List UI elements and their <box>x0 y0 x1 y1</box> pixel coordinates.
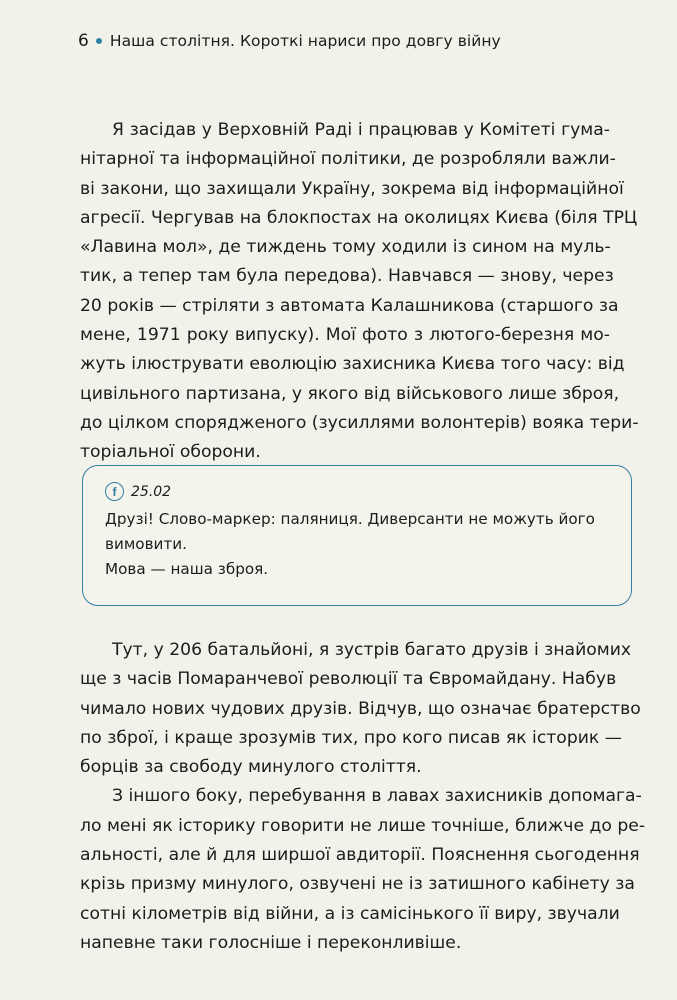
text-line: торіальної оборони. <box>80 442 261 463</box>
text-line: З іншого боку, перебування в лавах захисників допомага- <box>112 786 642 807</box>
post-date: 25.02 <box>131 483 172 500</box>
text-line: альності, але й для ширшої авдиторії. Пояснення сьогодення <box>80 845 640 866</box>
text-line: до цілком спорядженого (зусиллями волонтерів) вояка тери- <box>80 412 639 433</box>
text-line: напевне таки голосніше і переконливіше. <box>80 932 462 953</box>
text-line: тик, а тепер там була передова). Навчався — знову, через <box>80 266 614 287</box>
text-line: жуть ілюструвати еволюцію захисника Києва того часу: від <box>80 354 625 375</box>
text-line: крізь призму минулого, озвучені не із затишного кабінету за <box>80 874 635 895</box>
text-line: Я засідав у Верховній Раді і працював у Комітеті гума- <box>112 120 610 140</box>
paragraph-2 <box>80 636 646 958</box>
post-text-line: вимовити. <box>105 535 187 553</box>
text-line: борців за свободу минулого століття. <box>80 757 422 778</box>
text-line: по зброї, і краще зрозумів тих, про кого писав як історик — <box>80 727 622 748</box>
text-line: ві закони, що захищали Україну, зокрема від інформаційної <box>80 178 624 199</box>
post-text-line: Мова — наша зброя. <box>105 560 269 578</box>
text-line: нітарної та інформаційної політики, де розробляли важли- <box>80 149 616 170</box>
text-line: Тут, у 206 батальйоні, я зустрів багато друзів і знайомих <box>112 640 632 660</box>
post-text-line: Друзі! Слово-маркер: паляниця. Диверсанти не можуть його <box>105 510 595 528</box>
text-line: 20 років — стріляти з автомата Калашникова (старшого за <box>80 295 619 316</box>
running-header <box>78 31 501 51</box>
text-line: чимало нових чудових друзів. Відчув, що означає братерство <box>80 698 641 719</box>
paragraph-1 <box>80 116 639 468</box>
text-line: ще з часів Помаранчевої революції та Євромайдану. Набув <box>80 669 617 690</box>
facebook-post-callout <box>82 465 632 606</box>
bullet-icon <box>96 38 102 44</box>
text-line: «Лавина мол», де тиждень тому ходили із сином на муль- <box>80 237 611 258</box>
text-line: сотні кілометрів від війни, а із самісінького її виру, звучали <box>80 903 620 924</box>
post-meta <box>105 482 609 501</box>
text-line: цивільного партизана, у якого від військового лише зброя, <box>80 383 620 404</box>
page-number: 6 <box>78 31 89 51</box>
facebook-icon: f <box>105 482 124 501</box>
book-title: Наша столітня. Короткі нариси про довгу війну <box>109 32 501 50</box>
text-line: ло мені як історику говорити не лише точніше, ближче до ре- <box>80 815 646 836</box>
text-line: агресії. Чергував на блокпостах на околицях Києва (біля ТРЦ <box>80 207 638 228</box>
text-line: мене, 1971 року випуску). Мої фото з лютого-березня мо- <box>80 325 610 346</box>
